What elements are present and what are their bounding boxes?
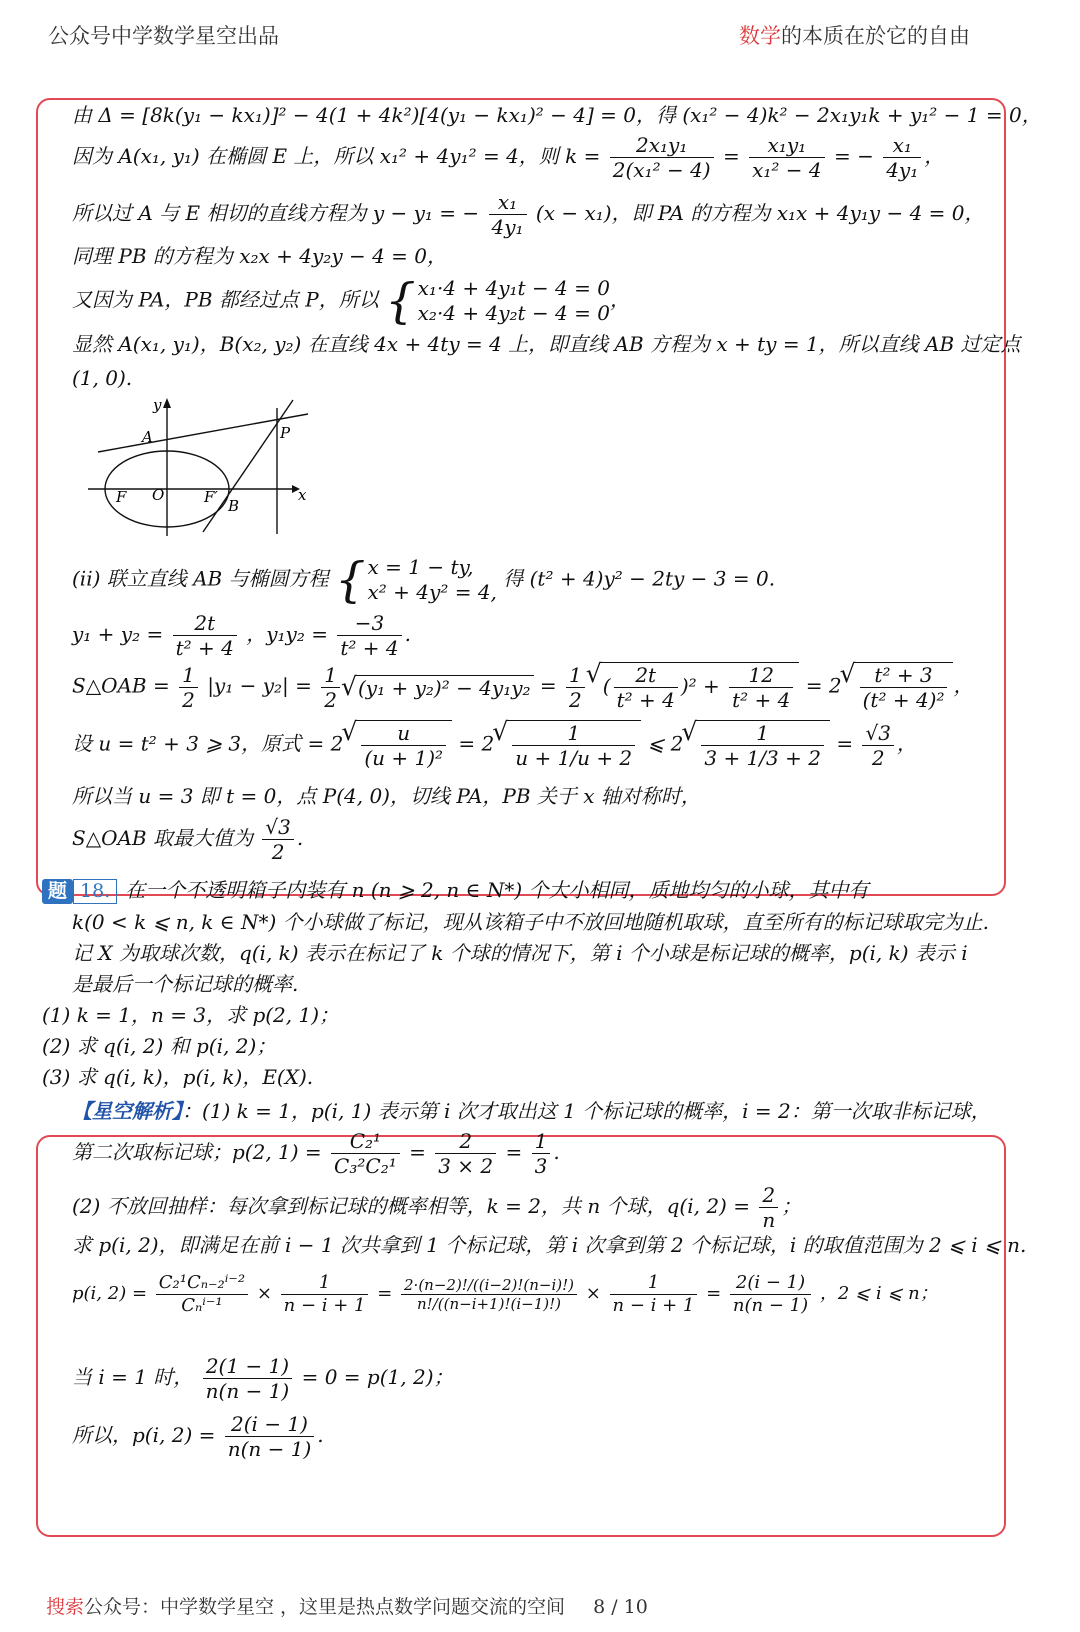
label-b: B [228,497,240,515]
b1-l10-sqrt2: √ ( $\frac{2t}{\text{t² + 4}}$ )² + $\frac{12}{\text{t² + 4}}$ [600,662,800,712]
b1-line-9: y₁ + y₂ = $\frac{2t}{\text{t² + 4}}$ ，y₁y₂ = $\frac{-3}{\text{t² + 4}}$ . [72,611,411,660]
footer-red: 搜索 [46,1596,85,1618]
b1-l3-post: (x − x₁)，即 PA 的方程为 x₁x + 4y₁y − 4 = 0， [535,201,985,225]
b1-l9-frac2: $\frac{-3}{\text{t² + 4}}$ [337,611,401,660]
b2-line-4: 求 p(i, 2)，即满足在前 i − 1 次共拿到 1 个标记球，第 i 次拿到第 2 个标记球，i 的取值范围为 2 ⩽ i ⩽ n. [72,1233,1027,1257]
b2-line-2: 第二次取标记球；p(2, 1) = $\frac{\text{C₂¹}}{\text{C₃²C₂¹}}$ = $\frac{2}{3 \times 2}$ = $\frac{1}{3}$ . [72,1129,560,1178]
b1-l8-pre: (ii) 联立直线 AB 与椭圆方程 [72,566,329,591]
b2-s7-frac: $\frac{2(i - 1)}{n(n - 1)}$ [225,1412,315,1461]
b1-line-13: S△OAB 取最大值为 $\frac{√3}{2}$ . [72,815,304,864]
header-left: 公众号中学数学星空出品 [48,24,279,48]
b2-s5-frac3: $\frac{2\cdot(n-2)!/((i-2)!(n-i)!)}{n!/((n-i+1)!(i-1)!)}$ [401,1276,577,1313]
b2-s5-a: p(i, 2) = [72,1283,148,1305]
b2-s3-a: (2) 不放回抽样：每次拿到标记球的概率相等，k = 2，共 n 个球，q(i, 2) = [72,1194,750,1218]
problem-number: 18. [73,879,117,904]
b1-l10-half1: $\frac{1}{2}$ [179,663,198,712]
b1-l10-a: S△OAB = [72,673,170,698]
b1-l5-pre: 又因为 PA，PB 都经过点 P，所以 [72,287,379,312]
b1-l2-frac1: $\frac{\text{2x₁y₁}}{\text{2(x₁² − 4)}}$ [610,133,714,182]
b2-s7-a: 所以，p(i, 2) = [72,1423,216,1447]
b1-line-11: 设 u = t² + 3 ⩾ 3，原式 = 2 √ $\frac{u}{\text{(u + 1)²}}$ = 2 √ $\frac{1}{u + 1/u + 2}$ ⩽ 2 √ $\frac{1}{3 + 1/3 + 2}$ = $\frac{√3}{2}$ ， [72,720,917,770]
label-p: P [280,424,291,442]
label-f: F [116,488,127,506]
b1-l11-sqrt3: √ $\frac{1}{3 + 1/3 + 2}$ [695,720,830,770]
b1-l10-half2: $\frac{1}{2}$ [321,663,340,712]
b1-l2-pre: 因为 A(x₁, y₁) 在椭圆 E 上，所以 x₁² + 4y₁² = 4，则 k = [72,144,601,168]
b2-s2-frac3: $\frac{1}{3}$ [532,1129,551,1178]
b2-s5-post: ，2 ⩽ i ⩽ n； [819,1283,938,1305]
b2-s1: ：(1) k = 1，p(i, 1) 表示第 i 次才取出这 1 个标记球的概率，i = 2：第一次取非标记球， [182,1099,991,1123]
b1-l8-eq2: x² + 4y² = 4, [367,580,497,604]
problem-line-4: 是最后一个标记球的概率. [72,972,299,996]
b1-l13-frac: $\frac{√3}{2}$ [262,815,293,864]
label-f-prime: F′ [204,488,218,506]
ellipse-figure [88,396,318,546]
problem-line-3: 记 X 为取球次数，q(i, k) 表示在标记了 k 个球的情况下，第 i 个小球是标记球的概率，p(i, k) 表示 i [72,941,968,965]
b1-l11-a: 设 u = t² + 3 ⩾ 3，原式 = 2 [72,731,344,756]
header-right [739,20,970,50]
b1-l5-eq1: x₁·4 + 4y₁t − 4 = 0 [417,276,610,300]
b2-line-6 [72,1354,454,1403]
problem-line-1 [42,878,869,904]
b2-s5-frac4: $\frac{1}{n - i + 1}$ [610,1272,698,1316]
b1-l10-sqrt3: √ $\frac{\text{t² + 3}}{\text{(t² + 4)²}}$ [854,662,954,712]
b1-l10-half3: $\frac{1}{2}$ [566,663,585,712]
b1-line-3 [72,190,985,239]
b1-l11-sqrt1: √ $\frac{u}{\text{(u + 1)²}}$ [355,720,452,770]
b2-s3-frac: $\frac{2}{n}$ [759,1183,778,1232]
question-3: (3) 求 q(i, k)，p(i, k)，E(X). [42,1065,314,1089]
b1-l10-f: = 2 [805,673,842,698]
b2-s2-frac2: $\frac{2}{3 \times 2}$ [435,1129,496,1178]
b1-l11-sqrt2: √ $\frac{1}{u + 1/u + 2}$ [506,720,641,770]
b1-l9-a: y₁ + y₂ = [72,622,164,646]
b1-line-4: 同理 PB 的方程为 x₂x + 4y₂y − 4 = 0， [72,244,448,268]
b1-l2-frac3: $\frac{\text{x₁}}{\text{4y₁}}$ [883,133,921,182]
y-arrow-icon [163,398,171,408]
b1-line-5: 又因为 PA，PB 都经过点 P，所以 { x₁·4 + 4y₁t − 4 = 0 x₂·4 + 4y₂t − 4 = 0， [72,273,630,329]
question-1: (1) k = 1，n = 3，求 p(2, 1)； [42,1003,340,1027]
label-x: x [298,486,307,504]
problem-line-2: k(0 < k ⩽ n, k ∈ N*) 个小球做了标记，现从该箱子中不放回地随机取球，直至所有的标记球取完为止. [72,910,989,934]
b1-line-6: 显然 A(x₁, y₁)，B(x₂, y₂) 在直线 4x + 4ty = 4 上，即直线 AB 方程为 x + ty = 1，所以直线 AB 过定点 [72,332,1021,356]
b1-line-8: (ii) 联立直线 AB 与椭圆方程 { x = 1 − ty, x² + 4y² = 4, 得 (t² + 4)y² − 2ty − 3 = 0. [72,552,776,608]
b2-line-7: 所以，p(i, 2) = $\frac{2(i - 1)}{n(n - 1)}$ . [72,1412,324,1461]
b2-line-1 [72,1099,991,1123]
label-a: A [142,428,153,446]
problem-text-1: 在一个不透明箱子内装有 n (n ⩾ 2, n ∈ N*) 个大小相同，质地均匀的小球，其中有 [125,878,869,902]
b1-l13-a: S△OAB 取最大值为 [72,826,253,850]
b1-l8-post: 得 (t² + 4)y² − 2ty − 3 = 0. [503,566,776,591]
b1-l5-eq2: x₂·4 + 4y₂t − 4 = 0 [417,301,610,325]
b1-l9-frac1: $\frac{2t}{\text{t² + 4}}$ [173,611,237,660]
label-y: y [153,396,162,414]
b1-l11-frac4: $\frac{√3}{2}$ [862,721,893,770]
b1-line-2: 因为 A(x₁, y₁) 在椭圆 E 上，所以 x₁² + 4y₁² = 4，则 k = $\frac{\text{2x₁y₁}}{\text{2(x₁² − 4)}}$ = $\frac{\text{x₁y₁}}{\text{x₁² − 4}}$ = − $\frac{\text{x₁}}{\text{4y₁}}$ ， [72,133,945,182]
b2-line-5: p(i, 2) = $\frac{\text{C₂¹Cₙ₋₂ⁱ⁻²}}{\text{Cₙⁱ⁻¹}}$ × $\frac{1}{n - i + 1}$ = $\frac{2\cdot(n-2)!/((i-2)!(n-i)!)}{n!/((n-i+1)!(i-1)!)}$ × $\frac{1}{n - i + 1}$ = $\frac{2(i - 1)}{n(n - 1)}$ ，2 ⩽ i ⩽ n； [72,1272,938,1316]
b1-l8-eq1: x = 1 − ty, [367,555,474,579]
b2-s2-frac1: $\frac{\text{C₂¹}}{\text{C₃²C₂¹}}$ [331,1129,400,1178]
b2-line-3: (2) 不放回抽样：每次拿到标记球的概率相等，k = 2，共 n 个球，q(i, 2) = $\frac{2}{n}$ ； [72,1183,802,1232]
footer-text: 公众号：中学数学星空 ，这里是热点数学问题交流的空间 [84,1596,566,1618]
b1-line-1: 由 Δ = [8k(y₁ − kx₁)]² − 4(1 + 4k²)[4(y₁ − kx₁)² − 4] = 0，得 (x₁² − 4)k² − 2x₁y₁k + y₁² − 1 = 0， [72,103,1042,127]
b2-s6-b: = 0 = p(1, 2)； [301,1365,454,1389]
b1-l11-b: = 2 [458,731,495,756]
header-right-rest: 的本质在於它的自由 [781,24,970,48]
b1-l11-d: = [836,731,854,756]
header-right-red: 数学 [739,24,781,48]
analysis-tag: 【星空解析】 [72,1099,182,1123]
b1-l2-frac2: $\frac{\text{x₁y₁}}{\text{x₁² − 4}}$ [749,133,825,182]
b2-s5-frac2: $\frac{1}{n - i + 1}$ [281,1272,369,1316]
b2-s5-frac1: $\frac{\text{C₂¹Cₙ₋₂ⁱ⁻²}}{\text{Cₙⁱ⁻¹}}$ [156,1272,248,1316]
b2-s6-a: 当 i = 1 时， [72,1365,194,1389]
b2-s6-frac: $\frac{2(1 - 1)}{n(n - 1)}$ [203,1354,293,1403]
b2-s5-frac5: $\frac{2(i - 1)}{n(n - 1)}$ [730,1272,811,1316]
b1-line-10: S△OAB = $\frac{1}{2}$ |y₁ − y₂| = $\frac{1}{2}$ √ (y₁ + y₂)² − 4y₁y₂ = $\frac{1}{2}$ √ ( $\frac{2t}{\text{t² + 4}}$ )² + $\frac{12}{\text{t² + 4}}$ = 2 √ $\frac{\text{t² + 3}}{\text{(t² + 4)²}}$ ， [72,662,973,712]
problem-badge: 题 [42,879,73,904]
b1-l3-frac: $\frac{\text{x₁}}{\text{4y₁}}$ [489,190,527,239]
b2-s2-a: 第二次取标记球；p(2, 1) = [72,1140,322,1164]
b1-l11-c: ⩽ 2 [647,731,684,756]
footer [46,1592,648,1619]
b1-line-12: 所以当 u = 3 即 t = 0，点 P(4, 0)，切线 PA，PB 关于 x 轴对称时， [72,784,701,808]
b1-l3-pre: 所以过 A 与 E 相切的直线方程为 y − y₁ = − [72,201,480,225]
b1-l10-sqrt1: √ (y₁ + y₂)² − 4y₁y₂ [355,675,534,700]
b1-l9-b: ，y₁y₂ = [246,622,328,646]
question-2: (2) 求 q(i, 2) 和 p(i, 2)； [42,1034,277,1058]
b1-l10-d: = [539,673,557,698]
b1-l10-b: |y₁ − y₂| = [207,673,312,698]
page-number: 8 / 10 [593,1596,648,1618]
b1-line-7: (1, 0). [72,366,133,390]
label-o: O [152,486,165,504]
